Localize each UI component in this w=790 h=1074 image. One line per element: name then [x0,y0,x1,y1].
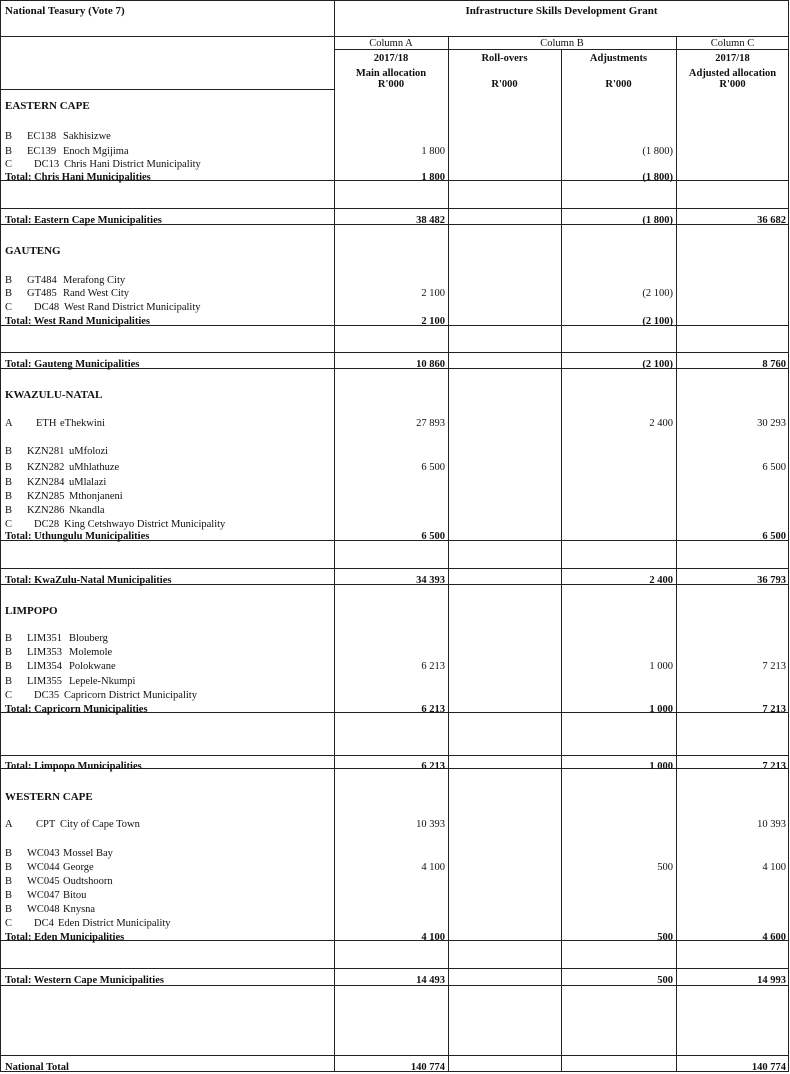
unit-c: R'000 [719,79,746,90]
municipality-name: Knysna [63,904,96,915]
col-c-year: 2017/18 [715,53,750,64]
category-code: B [5,890,13,901]
adjustment-value: 500 [657,975,673,986]
total-label: Total: Limpopo Municipalities [5,761,142,772]
municipality-name: George [63,862,94,873]
adjusted-allocation-value: 7 213 [762,661,786,672]
municipality-name: Bitou [63,890,87,901]
category-code: B [5,146,13,157]
municipality-code: DC4 [34,918,54,929]
main-allocation-value: 6 213 [421,704,445,715]
adjustment-value: (2 100) [642,288,673,299]
col-a-sub: Main allocation [355,68,427,79]
municipality-name: Oudtshoorn [63,876,113,887]
municipality-name: Sakhisizwe [63,131,111,142]
header-bottom-left [0,89,334,90]
province-heading: KWAZULU-NATAL [5,389,103,401]
col-c-sub: Adjusted allocation [688,68,777,79]
col-c-left [676,36,677,1072]
total-label: Total: Chris Hani Municipalities [5,172,151,183]
adjustment-value: (1 800) [642,146,673,157]
main-allocation-value: 4 100 [421,862,445,873]
adjustments-label: Adjustments [589,53,648,64]
municipality-name: Capricorn District Municipality [64,690,197,701]
municipality-name: Nkandla [69,505,105,516]
category-code: A [5,819,13,830]
municipality-name: King Cetshwayo District Municipality [64,519,226,530]
municipality-code: WC044 [27,862,60,873]
municipality-code: GT484 [27,275,57,286]
total-label: Total: Western Cape Municipalities [5,975,164,986]
municipality-code: KZN284 [27,477,65,488]
category-code: B [5,862,13,873]
col-b-split [561,49,562,1072]
main-allocation-value: 4 100 [421,932,445,943]
row-divider [0,755,789,756]
municipality-name: Molemole [69,647,113,658]
total-label: Total: West Rand Municipalities [5,316,150,327]
row-divider [0,1055,789,1056]
municipality-code: LIM351 [27,633,62,644]
unit-a: R'000 [377,79,405,90]
municipality-code: LIM354 [27,661,62,672]
adjustment-value: 1 000 [649,761,673,772]
border-left [0,0,1,1072]
main-allocation-value: 10 393 [416,819,445,830]
province-heading: GAUTENG [5,245,61,257]
municipality-name: Polokwane [69,661,116,672]
adjusted-allocation-value: 14 993 [757,975,786,986]
header-divider [0,36,789,37]
main-allocation-value: 2 100 [421,288,445,299]
main-allocation-value: 14 493 [416,975,445,986]
adjusted-allocation-value: 6 500 [762,462,786,473]
municipality-name: Merafong City [63,275,126,286]
category-code: B [5,633,13,644]
municipality-name: Mthonjaneni [69,491,123,502]
municipality-code: WC048 [27,904,60,915]
main-allocation-value: 1 800 [421,172,445,183]
category-code: C [5,690,13,701]
total-label: National Total [5,1062,69,1073]
adjustment-value: 1 000 [649,704,673,715]
municipality-name: Chris Hani District Municipality [64,159,201,170]
category-code: B [5,131,13,142]
adjustment-value: 2 400 [649,575,673,586]
category-code: A [5,418,13,429]
adjusted-allocation-value: 7 213 [762,704,786,715]
adjusted-allocation-value: 6 500 [762,531,786,542]
adjusted-allocation-value: 140 774 [751,1062,786,1073]
main-allocation-value: 6 500 [421,531,445,542]
municipality-code: EC139 [27,146,57,157]
category-code: B [5,876,13,887]
municipality-name: uMhlathuze [69,462,120,473]
col-a-year: 2017/18 [373,53,409,64]
border-right [788,0,789,1072]
category-code: B [5,661,13,672]
category-code: B [5,904,13,915]
municipality-name: eThekwini [60,418,105,429]
municipality-name: West Rand District Municipality [64,302,201,313]
municipality-code: KZN282 [27,462,65,473]
province-heading: WESTERN CAPE [5,791,93,803]
municipality-name: Rand West City [63,288,130,299]
main-allocation-value: 6 500 [421,462,445,473]
adjustment-value: 500 [657,932,673,943]
municipality-code: KZN286 [27,505,65,516]
unit-b2: R'000 [605,79,632,90]
municipality-code: WC047 [27,890,60,901]
category-code: B [5,275,13,286]
municipality-code: CPT [36,819,56,830]
municipality-name: uMlalazi [69,477,107,488]
main-allocation-value: 38 482 [416,215,445,226]
main-allocation-value: 2 100 [421,316,445,327]
category-code: B [5,462,13,473]
adjusted-allocation-value: 30 293 [757,418,786,429]
total-label: Total: Gauteng Municipalities [5,359,140,370]
rollovers-label: Roll-overs [481,53,528,64]
municipality-name: Mossel Bay [63,848,113,859]
municipality-code: DC48 [34,302,60,313]
main-allocation-value: 6 213 [421,661,445,672]
municipality-code: EC138 [27,131,57,142]
municipality-code: LIM353 [27,647,62,658]
municipality-name: Blouberg [69,633,108,644]
adjusted-allocation-value: 36 682 [757,215,786,226]
vote-title: National Teasury (Vote 7) [5,5,125,17]
municipality-code: ETH [36,418,57,429]
adjusted-allocation-value: 36 793 [757,575,786,586]
adjustment-value: 2 400 [649,418,673,429]
category-code: B [5,288,13,299]
municipality-code: LIM355 [27,676,62,687]
main-allocation-value: 6 213 [421,761,445,772]
municipality-name: uMfolozi [69,446,109,457]
main-allocation-value: 34 393 [416,575,445,586]
adjusted-allocation-value: 4 600 [762,932,786,943]
municipality-code: WC043 [27,848,60,859]
category-code: B [5,647,13,658]
category-code: B [5,446,13,457]
municipality-code: WC045 [27,876,60,887]
column-a-label: Column A [369,38,413,49]
category-code: B [5,505,13,516]
border-top [0,0,789,1]
adjusted-allocation-value: 10 393 [757,819,786,830]
total-label: Total: Uthungulu Municipalities [5,531,150,542]
municipality-code: DC13 [34,159,60,170]
total-label: Total: KwaZulu-Natal Municipalities [5,575,172,586]
grant-title: Infrastructure Skills Development Grant [465,5,658,17]
adjustment-value: (2 100) [642,316,673,327]
column-b-label: Column B [540,38,584,49]
row-divider [0,208,789,209]
province-heading: LIMPOPO [5,605,58,617]
adjustment-value: (1 800) [642,215,673,226]
category-code: C [5,519,13,530]
main-allocation-value: 27 893 [416,418,445,429]
total-label: Total: Eastern Cape Municipalities [5,215,162,226]
municipality-name: Enoch Mgijima [63,146,129,157]
adjustment-value: (2 100) [642,359,673,370]
unit-b1: R'000 [491,79,518,90]
main-allocation-value: 10 860 [416,359,445,370]
category-code: B [5,491,13,502]
province-heading: EASTERN CAPE [5,100,90,112]
adjusted-allocation-value: 8 760 [762,359,786,370]
row-divider [0,968,789,969]
total-label: Total: Capricorn Municipalities [5,704,148,715]
municipality-name: Eden District Municipality [58,918,171,929]
adjustment-value: 1 000 [649,661,673,672]
municipality-code: DC28 [34,519,60,530]
municipality-code: DC35 [34,690,60,701]
row-divider [0,568,789,569]
municipality-code: KZN285 [27,491,65,502]
row-divider [0,352,789,353]
category-code: C [5,302,13,313]
adjusted-allocation-value: 4 100 [762,862,786,873]
adjustment-value: (1 800) [642,172,673,183]
adjustment-value: 500 [657,862,673,873]
col-b-left [448,36,449,1072]
category-code: B [5,477,13,488]
category-code: C [5,918,13,929]
category-code: B [5,848,13,859]
main-allocation-value: 1 800 [421,146,445,157]
adjusted-allocation-value: 7 213 [762,761,786,772]
municipality-name: City of Cape Town [60,819,140,830]
total-label: Total: Eden Municipalities [5,932,125,943]
municipality-code: KZN281 [27,446,65,457]
municipality-code: GT485 [27,288,57,299]
category-code: B [5,676,13,687]
category-code: C [5,159,13,170]
main-allocation-value: 140 774 [410,1062,445,1073]
column-c-label: Column C [710,38,755,49]
municipality-name: Lepele-Nkumpi [69,676,136,687]
